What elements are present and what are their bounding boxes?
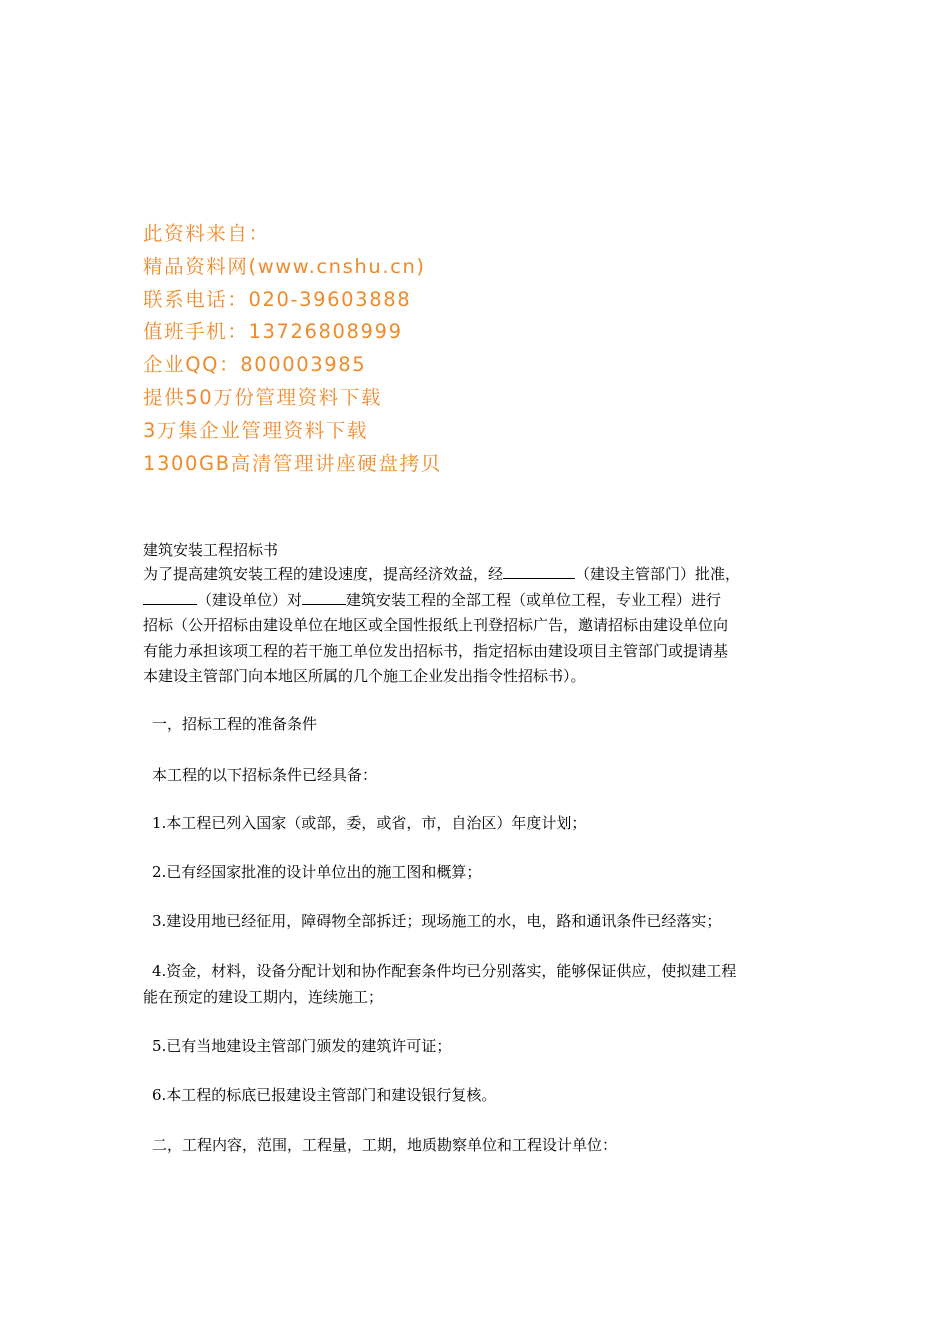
condition-item-4 [143, 959, 736, 1010]
condition-item-4-line-1: 4.资金，材料，设备分配计划和协作配套条件均已分别落实，能够保证供应，使拟建工程 [152, 962, 737, 980]
source-promo-block [143, 218, 663, 480]
section-1-lead: 本工程的以下招标条件已经具备： [152, 766, 378, 784]
promo-line-qq: 企业QQ：800003985 [143, 353, 367, 377]
promo-line-mobile: 值班手机：13726808999 [143, 320, 403, 344]
promo-line-offer-2: 3万集企业管理资料下载 [143, 418, 369, 442]
intro-line-1 [143, 562, 811, 588]
section-2-heading: 二，工程内容，范围，工程量，工期，地质勘察单位和工程设计单位： [152, 1136, 618, 1154]
blank-project-field [302, 589, 346, 605]
intro-line-5: 本建设主管部门向本地区所属的几个施工企业发出指令性招标书）。 [143, 667, 586, 685]
intro-text: （建设主管部门）批准， [575, 565, 741, 583]
intro-line-4: 有能力承担该项工程的若干施工单位发出招标书，指定招标由建设项目主管部门或提请基 [143, 641, 729, 660]
condition-item-5: 5.已有当地建设主管部门颁发的建筑许可证； [152, 1037, 452, 1055]
intro-text: 建筑安装工程的全部工程（或单位工程，专业工程）进行 [346, 590, 722, 609]
promo-line-offer-3: 1300GB高清管理讲座硬盘拷贝 [143, 451, 442, 475]
intro-text: （建设单位）对 [197, 590, 303, 609]
intro-line-3: 招标（公开招标由建设单位在地区或全国性报纸上刊登招标广告，邀请招标由建设单位向 [143, 616, 729, 634]
promo-line-offer-1: 提供50万份管理资料下载 [143, 385, 383, 409]
condition-item-3: 3.建设用地已经征用，障碍物全部拆迁；现场施工的水，电，路和通讯条件已经落实； [152, 912, 722, 930]
section-1-heading: 一，招标工程的准备条件 [152, 715, 318, 733]
blank-authority-field [503, 563, 575, 579]
promo-line-phone: 联系电话：020-39603888 [143, 287, 412, 311]
promo-line-website: 精品资料网(www.cnshu.cn) [143, 254, 426, 278]
blank-client-field [143, 589, 197, 605]
document-title: 建筑安装工程招标书 [143, 541, 279, 559]
condition-item-4-line-2: 能在预定的建设工期内，连续施工； [143, 987, 384, 1006]
intro-paragraph [143, 562, 811, 690]
promo-line-source: 此资料来自： [143, 222, 270, 245]
document-body [143, 538, 811, 1154]
condition-item-1: 1.本工程已列入国家（或部，委，或省，市，自治区）年度计划； [152, 814, 587, 832]
intro-text: 为了提高建筑安装工程的建设速度，提高经济效益，经 [143, 565, 504, 583]
intro-line-2 [143, 588, 811, 614]
condition-item-2: 2.已有经国家批准的设计单位出的施工图和概算； [152, 863, 482, 881]
condition-item-6: 6.本工程的标底已报建设主管部门和建设银行复核。 [152, 1086, 497, 1104]
